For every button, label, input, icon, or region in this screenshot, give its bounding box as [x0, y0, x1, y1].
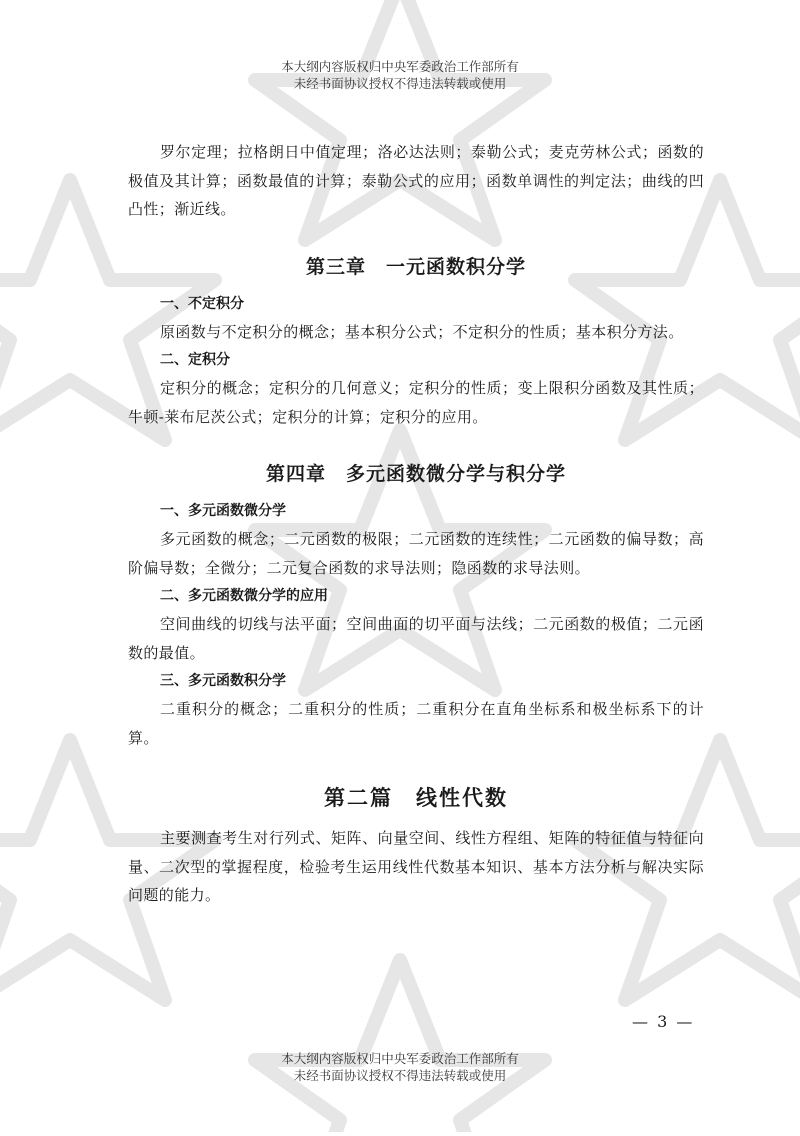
- paragraph-calculus-theorems: 罗尔定理；拉格朗日中值定理；洛必达法则；泰勒公式；麦克劳林公式；函数的极值及其计算；函数最值的计算；泰勒公式的应用；函数单调性的判定法；曲线的凹凸性；渐近线。: [128, 143, 704, 218]
- copyright-line-1: 本大纲内容版权归中央军委政治工作部所有: [281, 1051, 519, 1066]
- part-2-heading: 第二篇 线性代数: [324, 786, 508, 810]
- part-2-intro-text: 主要测查考生对行列式、矩阵、向量空间、线性方程组、矩阵的特征值与特征向量、二次型的掌握程度，检验考生运用线性代数基本知识、基本方法分析与解决实际问题的能力。: [128, 829, 704, 904]
- section-differential-applications-heading: 二、多元函数微分学的应用: [160, 588, 328, 604]
- star-emblem-icon: [255, 960, 545, 1132]
- section-indefinite-integral-text: 原函数与不定积分的概念；基本积分公式；不定积分的性质；基本积分方法。: [160, 322, 684, 341]
- chapter-3-heading: 第三章 一元函数积分学: [305, 255, 526, 278]
- section-definite-integral-text: 定积分的概念；定积分的几何意义；定积分的性质；变上限积分函数及其性质；牛顿-莱布尼茨公式；定积分的计算；定积分的应用。: [128, 379, 704, 426]
- section-indefinite-integral-heading: 一、不定积分: [160, 295, 244, 312]
- section-definite-integral-heading: 二、定积分: [160, 352, 230, 368]
- chapter-4-heading: 第四章 多元函数微分学与积分学: [265, 463, 566, 485]
- copyright-footer: [0, 1050, 800, 1084]
- document-body: [128, 138, 704, 910]
- copyright-line-1: 本大纲内容版权归中央军委政治工作部所有: [281, 59, 519, 74]
- section-multivariable-integral-text: 二重积分的概念；二重积分的性质；二重积分在直角坐标系和极坐标系下的计算。: [128, 700, 704, 747]
- section-differential-applications-text: 空间曲线的切线与法平面；空间曲面的切平面与法线；二元函数的极值；二元函数的最值。: [128, 615, 704, 662]
- copyright-line-2: 未经书面协议授权不得违法转载或使用: [293, 1068, 507, 1083]
- page-number: — 3 —: [632, 1012, 695, 1031]
- section-multivariable-differential-heading: 一、多元函数微分学: [160, 503, 286, 519]
- copyright-line-2: 未经书面协议授权不得违法转载或使用: [293, 76, 507, 91]
- copyright-header: [0, 58, 800, 92]
- section-multivariable-differential-text: 多元函数的概念；二元函数的极限；二元函数的连续性；二元函数的偏导数；高阶偏导数；全微分；二元复合函数的求导法则；隐函数的求导法则。: [128, 530, 704, 577]
- section-multivariable-integral-heading: 三、多元函数积分学: [160, 673, 286, 689]
